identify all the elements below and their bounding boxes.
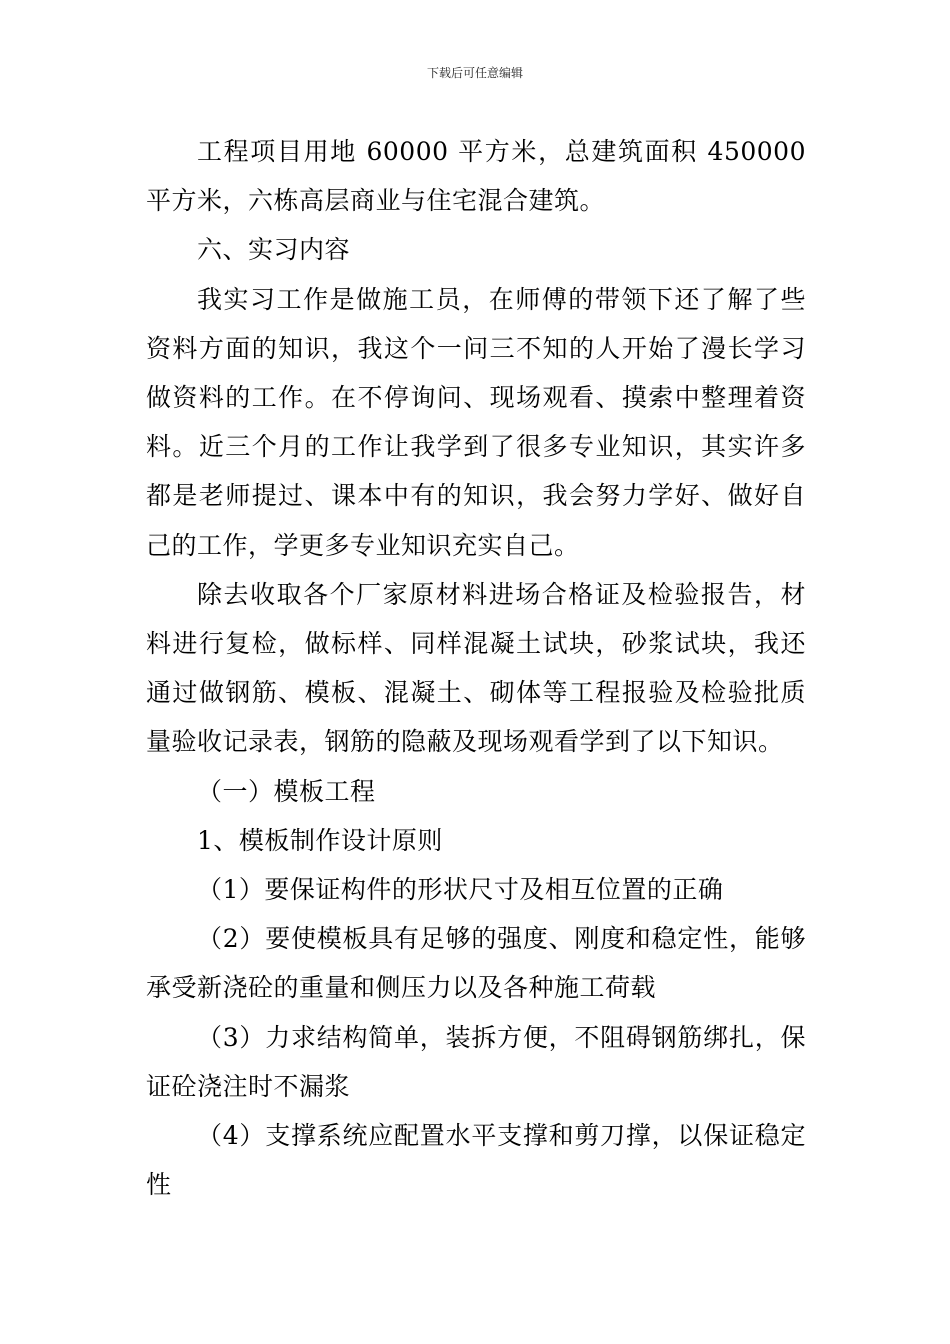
paragraph-materials-knowledge: 除去收取各个厂家原材料进场合格证及检验报告，材料进行复检，做标样、同样混凝土试块，砂浆试块，我还通过做钢筋、模板、混凝土、砌体等工程报验及检验批质量验收记录表，钢筋的隐蔽及现场观看学到了以下知识。 (146, 579, 806, 757)
subheading-formwork-design-principles: 1、模板制作设计原则 (197, 825, 443, 855)
section-heading-internship-content: 六、实习内容 (197, 235, 351, 265)
paragraph-project-area: 工程项目用地 60000 平方米，总建筑面积 450000 平方米，六栋高层商业与住宅混合建筑。 (146, 137, 806, 216)
list-item-principle-2: （2）要使模板具有足够的强度、刚度和稳定性，能够承受新浇砼的重量和侧压力以及各种施工荷载 (146, 924, 806, 1003)
list-item-principle-3: （3）力求结构简单，装拆方便，不阻碍钢筋绑扎，保证砼浇注时不漏浆 (146, 1022, 806, 1101)
list-item-principle-4: （4）支撑系统应配置水平支撑和剪刀撑，以保证稳定性 (146, 1121, 806, 1200)
subheading-formwork-engineering: （一）模板工程 (197, 776, 376, 806)
paragraph-internship-work: 我实习工作是做施工员，在师傅的带领下还了解了些资料方面的知识，我这个一问三不知的人开始了漫长学习做资料的工作。在不停询问、现场观看、摸索中整理着资料。近三个月的工作让我学到了很多专业知识，其实许多都是老师提过、课本中有的知识，我会努力学好、做好自己的工作，学更多专业知识充实自己。 (146, 284, 806, 560)
document-body (146, 127, 806, 1209)
page-header: 下载后可任意编辑 (426, 66, 523, 80)
list-item-principle-1: （1）要保证构件的形状尺寸及相互位置的正确 (197, 875, 724, 905)
